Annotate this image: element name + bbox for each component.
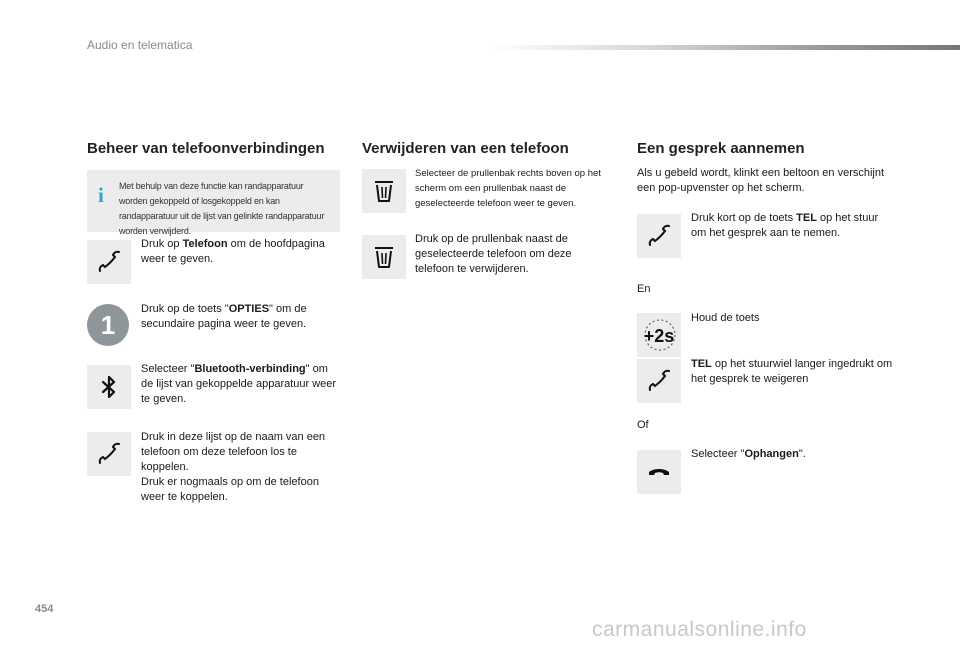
step-telefoon: Druk op Telefoon om de hoofdpagina weer te geven. <box>141 238 325 265</box>
step-trash-delete: Druk op de prullenbak naast de geselecteerde telefoon om deze telefoon te verwijderen. <box>415 233 572 275</box>
phone-icon <box>644 366 674 396</box>
col3-intro: Als u gebeld wordt, klinkt een beltoon en verschijnt een pop-upvenster op het scherm. <box>637 167 885 194</box>
col1-title: Beheer van telefoonverbindingen <box>87 140 325 157</box>
hold-2s-icon-box[interactable] <box>637 313 681 357</box>
col2-title: Verwijderen van een telefoon <box>362 140 569 157</box>
trash-icon-box[interactable] <box>362 169 406 213</box>
of-label: Of <box>637 419 649 431</box>
phone-icon-box-4[interactable] <box>637 359 681 403</box>
page-number: 454 <box>35 603 54 615</box>
hold-2s-label: +2s <box>643 326 675 346</box>
trash-icon-box-2[interactable] <box>362 235 406 279</box>
info-box <box>87 170 340 236</box>
section-label: Audio en telematica <box>87 38 193 52</box>
step-opties: Druk op de toets "OPTIES" om de secundaire pagina weer te geven. <box>141 303 307 330</box>
col3-title: Een gesprek aannemen <box>637 140 805 157</box>
phone-icon-box-2[interactable] <box>87 432 131 476</box>
en-label: En <box>637 283 651 295</box>
phone-icon-box-3[interactable] <box>637 214 681 258</box>
phone-icon <box>94 247 124 277</box>
step-hold-key: Houd de toets <box>691 312 760 324</box>
step-koppelen-line2: Druk er nogmaals op om de telefoon weer te koppelen. <box>141 476 319 503</box>
phone-icon-box[interactable] <box>87 240 131 284</box>
step-tel-reject: TEL op het stuurwiel langer ingedrukt om het gesprek te weigeren <box>691 358 893 385</box>
bluetooth-icon-box[interactable] <box>87 365 131 409</box>
watermark: carmanualsonline.info <box>592 618 807 641</box>
info-icon: i <box>98 183 104 207</box>
hang-up-icon-box[interactable] <box>637 450 681 494</box>
step-koppelen-line1: Druk in deze lijst op de naam van een telefoon om deze telefoon los te koppelen. <box>141 431 326 473</box>
phone-icon <box>644 221 674 251</box>
bluetooth-icon <box>94 372 124 402</box>
hold-2s-icon <box>637 313 681 357</box>
phone-icon <box>94 439 124 469</box>
step-bluetooth: Selecteer "Bluetooth-verbinding" om de lijst van gekoppelde apparatuur weer te geven. <box>141 363 337 405</box>
trash-icon <box>369 176 399 206</box>
header-bar <box>488 45 960 50</box>
info-text: Met behulp van deze functie kan randapparatuur worden gekoppeld of losgekoppeld en kan randapparatuur uit de lijst van gelinkte randapparatuur worden verwijderd. <box>119 181 325 236</box>
step-number-badge <box>87 304 129 346</box>
hang-up-icon <box>644 457 674 487</box>
trash-icon <box>369 242 399 272</box>
number-1-icon: 1 <box>87 304 129 346</box>
step-trash-select: Selecteer de prullenbak rechts boven op het scherm om een prullenbak naast de geselecteerde telefoon weer te geven. <box>415 168 601 209</box>
step-koppelen <box>141 430 341 505</box>
step-tel-answer: Druk kort op de toets TEL op het stuur om het gesprek aan te nemen. <box>691 212 879 239</box>
step-ophangen: Selecteer "Ophangen". <box>691 448 806 460</box>
